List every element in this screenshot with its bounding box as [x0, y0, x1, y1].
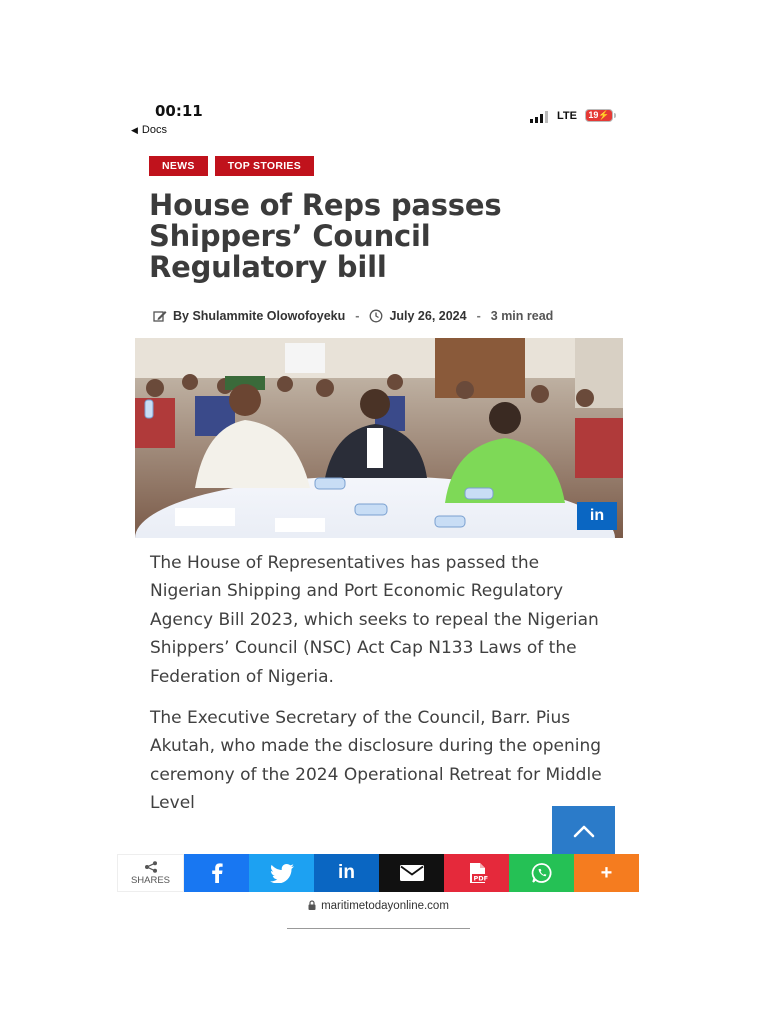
facebook-icon [211, 863, 223, 883]
category-tags [149, 156, 314, 176]
shares-counter [117, 854, 184, 892]
linkedin-share-icon[interactable]: in [577, 502, 617, 530]
meta-separator: - [476, 309, 481, 323]
back-label: Docs [141, 124, 167, 136]
pdf-icon-label: PDF [473, 874, 488, 883]
signal-icon [530, 111, 550, 123]
back-to-top-button[interactable] [552, 806, 615, 856]
status-bar [117, 92, 640, 142]
article-paragraph: The Executive Secretary of the Council, Barr. Pius Akutah, who made the disclosure during the opening ceremony of the 2024 Operational Retreat for Middle Level [150, 708, 602, 814]
article-paragraph: The House of Representatives has passed the Nigerian Shipping and Port Economic Regulatory Agency Bill 2023, which seeks to repeal the Nigerian Shippers’ Council (NSC) Act Cap N133 Laws of the Federation of Nigeria. [150, 553, 599, 687]
pdf-share-button[interactable] [444, 854, 509, 892]
share-bar [117, 854, 640, 892]
phone-screen [117, 92, 640, 932]
pdf-icon [466, 862, 488, 884]
author-name[interactable]: By Shulammite Olowofoyeku [173, 309, 346, 323]
publish-date: July 26, 2024 [389, 309, 467, 323]
chevron-up-icon [573, 824, 595, 838]
battery-icon: 19⚡ [585, 109, 613, 122]
lock-icon [308, 900, 316, 910]
home-indicator[interactable] [287, 928, 470, 929]
edit-icon [153, 310, 167, 323]
whatsapp-share-button[interactable] [509, 854, 574, 892]
whatsapp-icon [531, 862, 553, 884]
article-photo [135, 338, 623, 538]
read-time: 3 min read [490, 309, 554, 323]
linkedin-share-button[interactable] [314, 854, 379, 892]
article-title: House of Reps passes Shippers’ Council Regulatory bill [149, 188, 502, 284]
envelope-icon [400, 865, 424, 881]
email-share-button[interactable] [379, 854, 444, 892]
back-arrow-icon: ◀ [131, 125, 138, 135]
url-text: maritimetodayonline.com [321, 900, 449, 912]
shares-label: SHARES [130, 874, 171, 886]
tag-news[interactable]: NEWS [149, 156, 208, 176]
network-type: LTE [557, 110, 577, 122]
battery-level: 19 [588, 110, 599, 120]
status-time: 00:11 [155, 102, 203, 120]
facebook-share-button[interactable] [184, 854, 249, 892]
more-share-button[interactable] [574, 854, 639, 892]
battery-tip [614, 113, 616, 118]
twitter-icon [270, 864, 294, 883]
share-icon [144, 861, 158, 873]
browser-url-bar[interactable] [117, 900, 640, 912]
clock-icon [369, 309, 383, 323]
linkedin-icon: in [338, 862, 355, 883]
plus-icon: + [600, 861, 613, 884]
back-to-docs-button[interactable] [131, 124, 167, 136]
meta-separator: - [355, 309, 360, 323]
article-meta [153, 309, 553, 323]
twitter-share-button[interactable] [249, 854, 314, 892]
conference-photo-illustration [135, 338, 623, 538]
article-body [150, 549, 605, 831]
tag-top-stories[interactable]: TOP STORIES [215, 156, 314, 176]
